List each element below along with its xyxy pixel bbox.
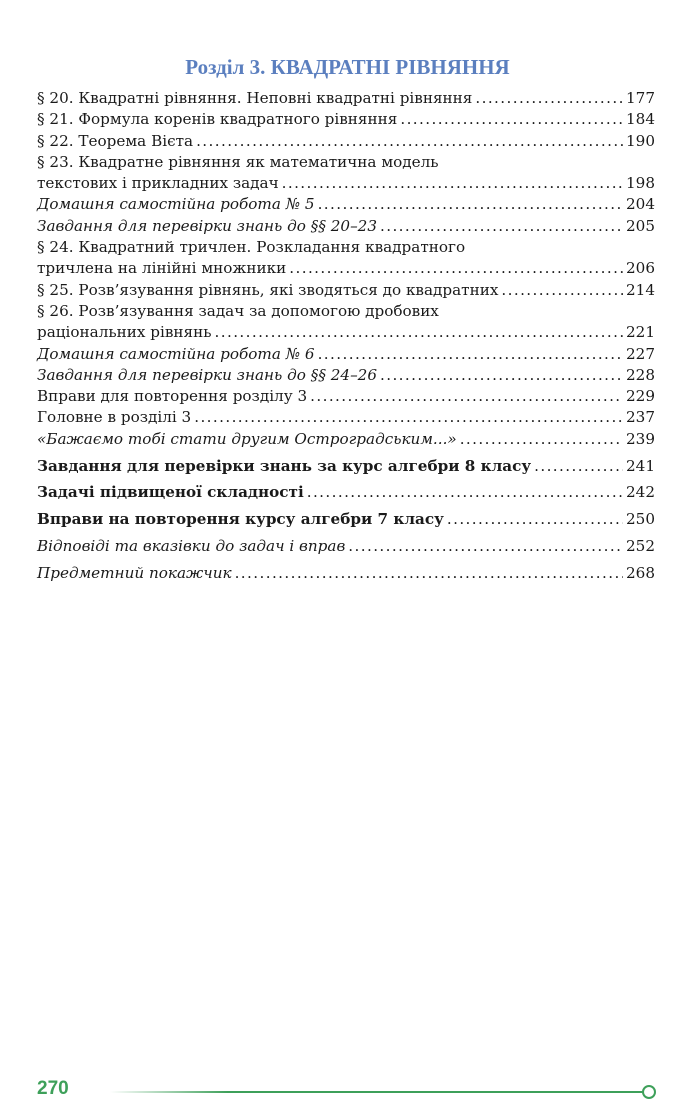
toc-entry-title: § 21. Формула коренів квадратного рівняння (37, 110, 398, 129)
section-heading: Розділ 3. КВАДРАТНІ РІВНЯННЯ (185, 55, 510, 79)
toc-entry-title: Головне в розділі 3 (37, 408, 192, 427)
toc-entry-index[interactable] (37, 563, 655, 584)
toc-leader-dots (215, 322, 623, 343)
toc-entry-review-exercises[interactable] (37, 386, 655, 407)
toc-entry-title: Предметний покажчик (37, 563, 232, 582)
toc-page-number: 268 (626, 563, 655, 582)
footer-circle-icon (642, 1085, 656, 1099)
page-number: 270 (37, 1078, 69, 1099)
toc-leader-dots (534, 456, 623, 477)
toc-leader-dots (447, 509, 623, 530)
toc-entry-title: Домашня самостійна робота № 5 (37, 195, 315, 214)
toc-leader-dots (318, 194, 623, 215)
toc-leader-dots (348, 536, 623, 557)
toc-leader-dots (475, 88, 623, 109)
toc-entry-26-line1[interactable] (37, 301, 655, 322)
toc-entry-test-20-23[interactable] (37, 216, 655, 237)
toc-page-number: 227 (626, 344, 655, 363)
toc-leader-dots (289, 258, 623, 279)
toc-entry-title: Відповіді та вказівки до задач і вправ (37, 536, 346, 555)
toc-leader-dots (380, 365, 623, 386)
toc-leader-dots (282, 173, 623, 194)
toc-entry-advanced-problems[interactable] (37, 482, 655, 503)
toc-entry-24-line1[interactable] (37, 237, 655, 258)
toc-entry-title: Домашня самостійна робота № 6 (37, 344, 315, 363)
toc-entry-test-24-26[interactable] (37, 365, 655, 386)
toc-page-number: 241 (626, 456, 655, 475)
toc-leader-dots (460, 429, 623, 450)
toc-page-number: 252 (626, 536, 655, 555)
toc-entry-title: § 22. Теорема Вієта (37, 131, 194, 150)
toc-page-number: 205 (626, 216, 655, 235)
toc-page-number: 190 (626, 131, 655, 150)
toc-entry-title: Завдання для перевірки знань за курс алгебри 8 класу (37, 456, 532, 475)
toc-entry-title: § 20. Квадратні рівняння. Неповні квадратні рівняння (37, 89, 473, 107)
toc-entry-24[interactable] (37, 258, 655, 279)
footer-rule (110, 1091, 645, 1093)
toc-entry-title: § 24. Квадратний тричлен. Розкладання квадратного (37, 238, 466, 257)
table-of-contents (37, 88, 655, 584)
toc-entry-title: Завдання для перевірки знань до §§ 20–23 (37, 216, 377, 235)
toc-entry-ostrogradsky[interactable] (37, 429, 655, 450)
toc-entry-title: «Бажаємо тобі стати другим Остроградським...» (37, 429, 457, 448)
toc-entry-25[interactable] (37, 280, 655, 301)
toc-entry-23[interactable] (37, 173, 655, 194)
toc-entry-title: Задачі підвищеної складності (37, 483, 304, 502)
toc-page-number: 206 (626, 259, 655, 278)
toc-page-number: 237 (626, 408, 655, 427)
toc-entry-final-test[interactable] (37, 456, 655, 477)
toc-entry-title: § 23. Квадратне рівняння як математична модель (37, 152, 439, 171)
toc-entry-22[interactable] (37, 131, 655, 152)
toc-page-number: 204 (626, 195, 655, 214)
toc-entry-answers[interactable] (37, 536, 655, 557)
toc-page-number: 242 (626, 483, 655, 502)
toc-leader-dots (310, 386, 623, 407)
toc-entry-title: Завдання для перевірки знань до §§ 24–26 (37, 365, 377, 384)
toc-page-number: 184 (626, 110, 655, 129)
toc-leader-dots (400, 109, 623, 130)
toc-entry-23-line1[interactable] (37, 152, 655, 173)
toc-entry-title: Вправи для повторення розділу 3 (37, 387, 308, 406)
toc-page-number: 239 (626, 429, 655, 448)
toc-page-number: 229 (626, 387, 655, 406)
toc-entry-summary[interactable] (37, 407, 655, 428)
toc-entry-title: § 25. Розв’язування рівнянь, які зводяться до квадратних (37, 280, 499, 299)
toc-entry-title: Вправи на повторення курсу алгебри 7 класу (37, 510, 444, 529)
toc-leader-dots (501, 280, 623, 301)
toc-page-number: 214 (626, 280, 655, 299)
toc-entry-title: § 26. Розв’язування задач за допомогою дробових (37, 301, 439, 320)
toc-leader-dots (196, 131, 623, 152)
toc-leader-dots (235, 563, 623, 584)
toc-leader-dots (194, 407, 623, 428)
toc-entry-20[interactable] (37, 88, 655, 109)
toc-page-number: 228 (626, 365, 655, 384)
toc-entry-homework-5[interactable] (37, 194, 655, 215)
toc-leader-dots (318, 344, 623, 365)
toc-entry-title: тричлена на лінійні множники (37, 259, 287, 278)
toc-page-number: 250 (626, 510, 655, 529)
toc-entry-title: раціональних рівнянь (37, 323, 212, 342)
toc-entry-21[interactable] (37, 109, 655, 130)
toc-leader-dots (307, 482, 623, 503)
toc-entry-grade7-review[interactable] (37, 509, 655, 530)
toc-leader-dots (380, 216, 623, 237)
toc-entry-26[interactable] (37, 322, 655, 343)
toc-entry-homework-6[interactable] (37, 344, 655, 365)
toc-page-number: 177 (626, 89, 655, 107)
toc-page-number: 198 (626, 174, 655, 193)
toc-entry-title: текстових і прикладних задач (37, 174, 279, 193)
toc-page-number: 221 (626, 323, 655, 342)
